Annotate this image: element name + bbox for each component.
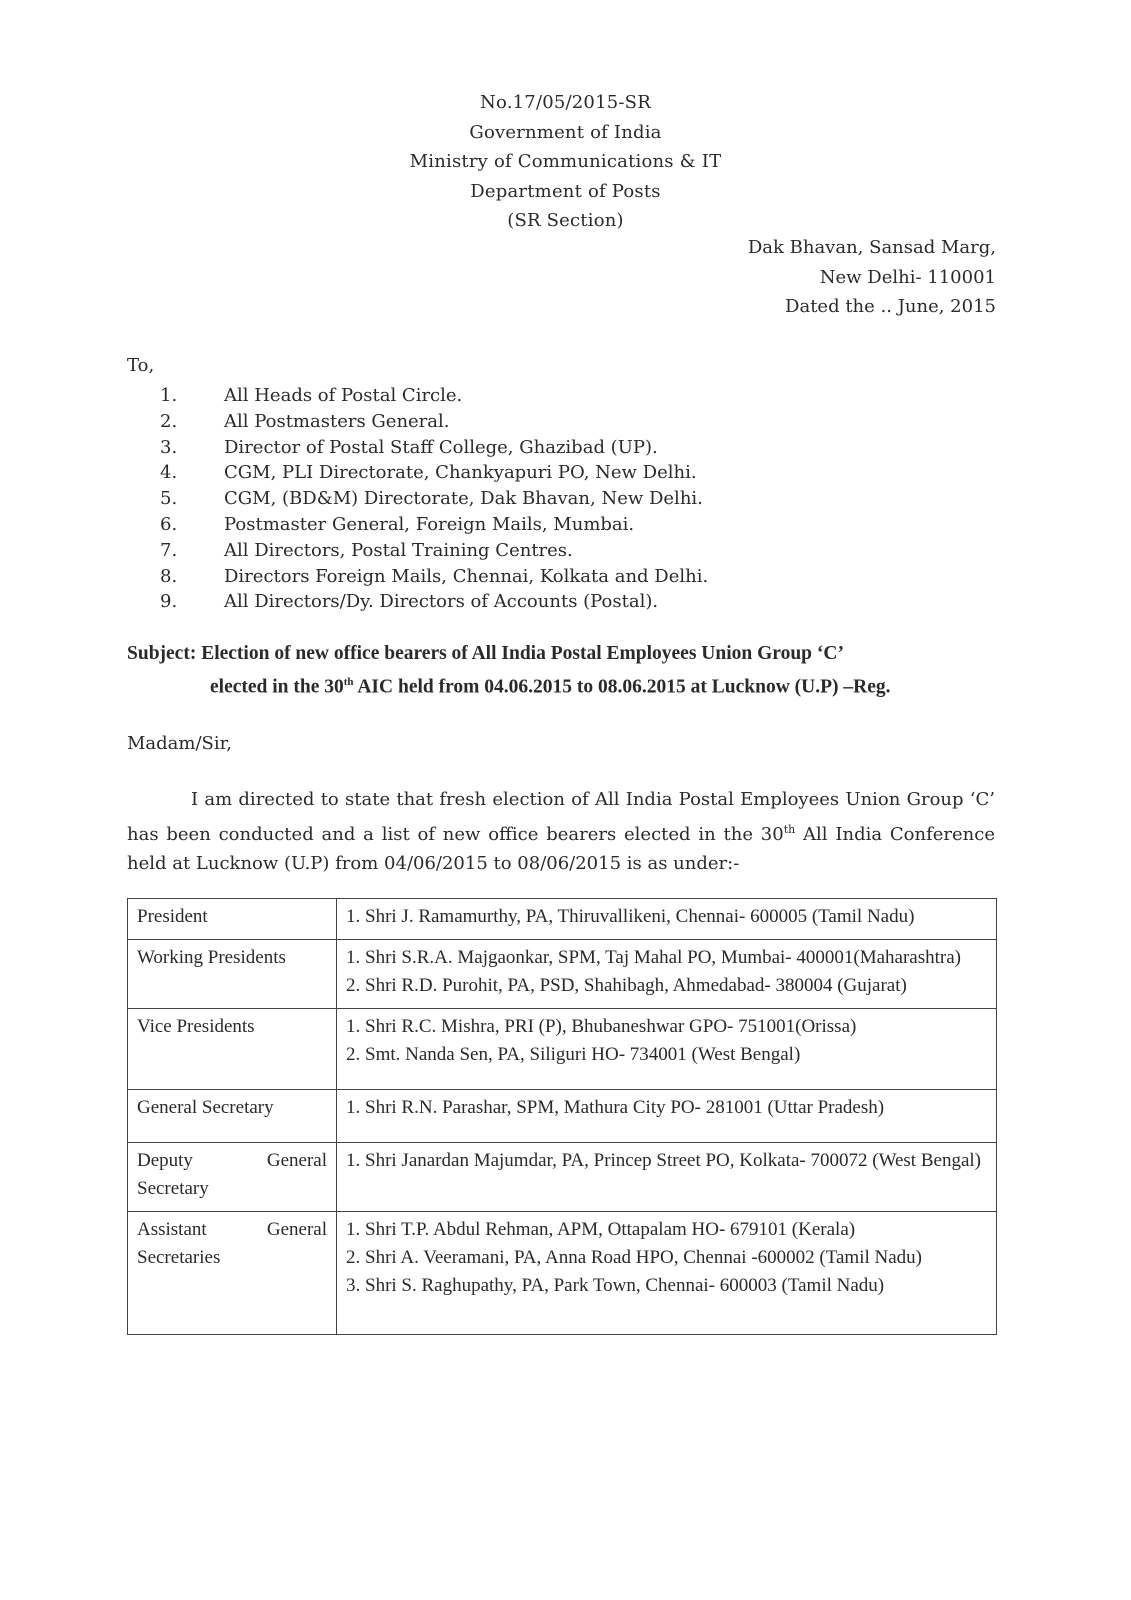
sender-address (748, 233, 996, 322)
table-row (128, 1143, 997, 1212)
members-cell (337, 899, 997, 940)
to-label: To, (127, 355, 155, 376)
role-cell: Deputy General Secretary (128, 1143, 337, 1212)
table-row (128, 1090, 997, 1143)
role-cell: Assistant General Secretaries (128, 1212, 337, 1335)
address-line-1: Dak Bhavan, Sansad Marg, (747, 237, 996, 258)
subject-line-1: Subject: Election of new office bearers of All India Postal Employees Union Group ‘C’ (127, 643, 844, 664)
member-entry: 2. Shri R.D. Purohit, PA, PSD, Shahibagh, Ahmedabad- 380004 (Gujarat) (346, 975, 907, 996)
table-row (128, 899, 997, 940)
list-item: 2. All Postmasters General. (160, 410, 450, 432)
member-entry: 1. Shri Janardan Majumdar, PA, Princep Street PO, Kolkata- 700072 (West Bengal) (346, 1150, 981, 1171)
office-bearers-table (127, 898, 997, 1335)
letter-header (0, 88, 1131, 236)
list-item: 9. All Directors/Dy. Directors of Accounts (Postal). (160, 591, 659, 613)
government-name: Government of India (469, 121, 662, 143)
ministry-name: Ministry of Communications & IT (409, 151, 722, 172)
members-cell (337, 1090, 997, 1143)
section-name: (SR Section) (507, 210, 624, 231)
members-cell (337, 1212, 997, 1335)
list-item: 6. Postmaster General, Foreign Mails, Mumbai. (160, 513, 635, 535)
member-entry: 2. Smt. Nanda Sen, PA, Siliguri HO- 734001 (West Bengal) (346, 1044, 801, 1065)
member-entry: 1. Shri T.P. Abdul Rehman, APM, Ottapalam HO- 679101 (Kerala) (346, 1219, 856, 1240)
member-entry: 1. Shri J. Ramamurthy, PA, Thiruvallikeni, Chennai- 600005 (Tamil Nadu) (346, 906, 915, 927)
members-cell (337, 1143, 997, 1212)
members-cell (337, 1009, 997, 1090)
list-item: 3. Director of Postal Staff College, Ghazibad (UP). (160, 436, 658, 458)
members-cell (337, 940, 997, 1009)
member-entry: 1. Shri R.C. Mishra, PRI (P), Bhubaneshwar GPO- 751001(Orissa) (346, 1016, 857, 1037)
body-paragraph: I am directed to state that fresh election of All India Postal Employees Union Group ‘C’ has been conducted and a list of new office bearers elected in the 30th All India Conference held at Lucknow (U.P) from 04/06/2015 to 08/06/2015 is as under:- (127, 789, 995, 874)
role-cell: Vice Presidents (128, 1009, 337, 1090)
table-row (128, 1009, 997, 1090)
table-row (128, 1212, 997, 1335)
subject-line (127, 640, 997, 702)
role-cell: Working Presidents (128, 940, 337, 1009)
list-item: 5. CGM, (BD&M) Directorate, Dak Bhavan, New Delhi. (160, 488, 703, 510)
list-item: 4. CGM, PLI Directorate, Chankyapuri PO, New Delhi. (160, 462, 697, 484)
role-cell: President (128, 899, 337, 940)
member-entry: 2. Shri A. Veeramani, PA, Anna Road HPO, Chennai -600002 (Tamil Nadu) (346, 1247, 923, 1268)
recipient-list (160, 383, 708, 615)
table-row (128, 940, 997, 1009)
salutation: Madam/Sir, (127, 733, 232, 754)
member-entry: 1. Shri R.N. Parashar, SPM, Mathura City PO- 281001 (Uttar Pradesh) (346, 1097, 885, 1118)
subject-line-2: elected in the 30th AIC held from 04.06.2015 to 08.06.2015 at Lucknow (U.P) –Reg. (210, 676, 891, 698)
list-item: 1. All Heads of Postal Circle. (160, 385, 463, 406)
department-name: Department of Posts (470, 180, 661, 202)
list-item: 7. All Directors, Postal Training Centres. (160, 539, 573, 561)
member-entry: 3. Shri S. Raghupathy, PA, Park Town, Chennai- 600003 (Tamil Nadu) (346, 1275, 885, 1296)
list-item: 8. Directors Foreign Mails, Chennai, Kolkata and Delhi. (160, 565, 709, 587)
address-line-2: New Delhi- 110001 (819, 266, 996, 288)
role-cell: General Secretary (128, 1090, 337, 1143)
letter-date: Dated the .. June, 2015 (785, 296, 996, 317)
file-number: No.17/05/2015-SR (480, 92, 651, 113)
member-entry: 1. Shri S.R.A. Majgaonkar, SPM, Taj Mahal PO, Mumbai- 400001(Maharashtra) (346, 947, 961, 968)
